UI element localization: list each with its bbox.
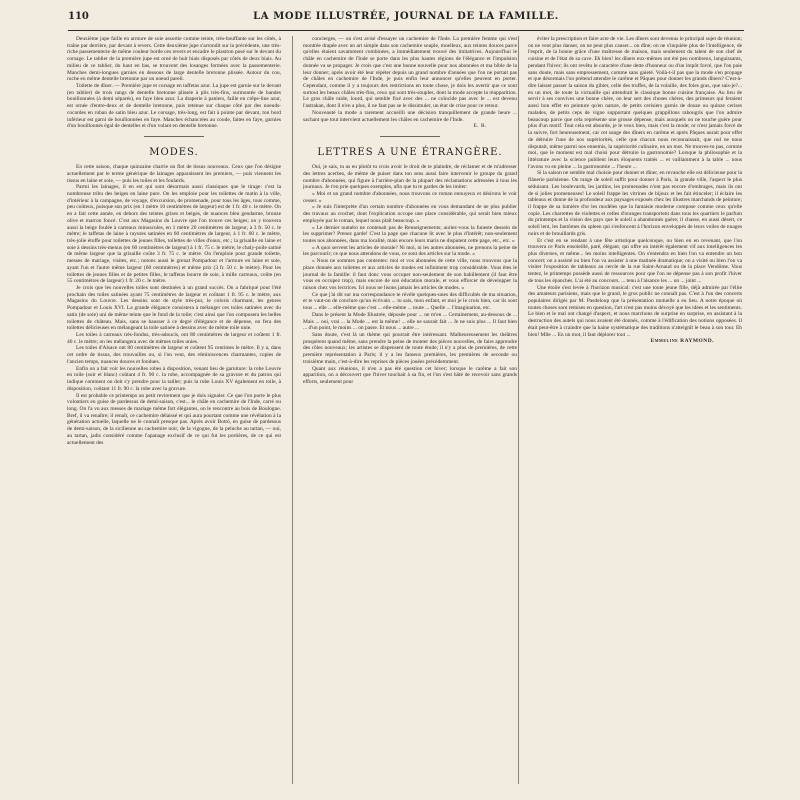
paragraph: Les toiles d'Alsace ont 80 centimètres de largeur et coûtent 95 centimes le mètre. Il y a, dans cet ordre de tissus, des trouvailles ou, si l'on veut, des réminiscences charmantes, copies de l'ancien temps, nuances douces et fondues. [67,345,281,365]
paragraph: Les toiles à carreaux très-fondus, très-adoucis, ont 80 centimètres de largeur et coûtent 1 fr. 40 c. le mètre; on les mélangera avec de mêmes toiles unies. [67,332,281,345]
page-number: 110 [68,11,89,22]
paragraph: Je crois que les nouvelles toiles sont destinées à un grand succès. On a fabriqué pour l'été prochain des toiles satinées ayant 75 centimètres de largeur et coûtant 1 fr. 95 c. le mètre, aux Magasins du Louvre. Les dessins sont de style très-pur, le coloris charmant, les genres Pompadour et Louis XVI. La grande élégance consistera à mélanger ces toiles satinées avec du satin (de soie) uni de même teinte que le fond de la toile; c'est ainsi que l'on composera les belles toilettes de château. Mais, sans se hausser à ce degré d'élégance et de dépense, on fera des toilettes délicieuses en mélangeant la toile satinée à dessins avec de même toile unie. [67,285,281,332]
paragraph: « Moi et un grand nombre d'abonnées, nous trouvons ce roman ennuyeux et désirons le voir cesser. » [303,190,517,204]
paragraph: Il est probable ce printemps un petit revirement que je dois signaler. Ce que l'on porte le plus volontiers en guise de pardessus de demi-saison, c'est... le châle en cachemire de l'Inde, carré ou long. On l'a vu aux messes de mariage même fort élégantes, on le rencontre au bois de Boulogne. Bref, il va renaître; il renaît, ce cachemire délaissé et qui aura pourtant comme une révélation à la génération actuelle, laquelle ne le connaît presque pas. Après avoir Bottó, en guise de pardessus de demi-saison, de la sicilienne au cachemire noir, de la vigogne, de la peluche au tartan, — oui, au tartan, jadis considéré comme l'apanage exclusif de ce qui fut les portières, de ce qui est actuellement des [67,392,281,446]
paragraph: Et c'est en se rendant à une fête artistique quelconque, ou bien en en revenant, que l'on trouvera ce Paris ensoleillé, paré, élégant, qui offre un intérêt également vif aux intelligences les plus diverses, et même... les moins intelligentes. On s'entendra en bien l'on va entendre un bon concert; on a assisté ou bien l'on va assister à une matinée dramatique; on a visité ou bien l'on va visiter l'exposition de tableaux au cercle de la rue Saint-Arnaud ou de la place Vendôme. Vous tentez, le printemps possède aussi de ressources pour que l'on ne dépense pas à son profit l'hiver de tous les épanchés. L'ai été au concours. ... tenu à l'aisance les ... un ... joint ... [528,237,742,284]
divider [380,136,440,137]
column-divider [518,36,519,784]
paragraph: « A quoi servent les articles de morale? Ni moi, ni les autres abonnées, ne prenons la peine de les parcourir; ce que nous attendons de vous, ce sont des articles sur la mode. » [303,244,517,258]
column-1 [67,36,281,784]
running-head: LA MODE ILLUSTRÉE, JOURNAL DE LA FAMILLE. [253,11,559,22]
divider [144,136,204,137]
paragraph: Quant aux réunions, il n'en a pas été question cet hiver; lorsque le carême a fait son apparition, on a découvert que l'hiver touchait à sa fin, et l'on s'est hâté de recevoir sans grands efforts, seulement pour [303,365,517,386]
paragraph: Oui, je sais, tu as eu plutôt tu crois avoir le droit de te plaindre, de réclamer et de m'adresser des lettres acerbes, de même de puiser dans ton sens aussi faire intervenir le groupe du grand nombre d'abonnées, qui figure à l'arrière-plan de la plupart des réclamations adressées à tous les journaux. Je t'en prie quelques exemples, afin que tu te gardes de les imiter: [303,164,517,191]
paragraph: « Nous ne sommes pas contentes: moi et vos abonnées de cette ville, nous trouvons que la place donnée aux toilettes et aux articles de modes est infiniment trop considérable. Vous êtes le journal de la famille: il faut donc vous occuper non-seulement de son habillement (il faut être vous en occupez trop), mais encore de son éducation morale, et vous efforcer de développer la raison chez vos lectrices. Ici nous ne lisons jamais les articles de modes. » [303,258,517,291]
paragraph: éviter la prescription et faire acte de vie. Les dîners sont devenus le principal sujet de réunion; on ne veut plus danser, on ne peut plus causer... on dîne; on ne s'inquiète plus de l'intelligence, de l'esprit, de la bonne grâce d'une maîtresse de maison, mais seulement du talent de son chef de cuisine et de l'état de sa cave. Eh bien! les dîners eux-mêmes ont été peu nombreux, languissants, pendant l'hiver; ils ont revêtu le caractère d'une dette d'honneur ou d'un impôt forcé, que l'on paie sans doute, mais sans empressement, comme sans gaieté. Voilà-t-il pas que la mode s'en propage et que désormais l'on prétend attendre le carême et Pâques pour donner les grands dîners? C'est-à-dire laisser passer la saison du gibier, celle des truffes, de la volaille, des foies gras, que sais-je?... en un mot, de toute la victuaille qui attendrait le classique bonne cuisine française. Au lieu de servir à ses convives une bonne chère, on leur sert des choses chères, des primeurs qui feraient aussi bon effet en peinture qu'en nature, de petits cerisiers garnis de douze ou quinze cerises malades, de petits ceps de vigne supportant quelques grappillons rabougris que l'on admire beaucoup parce que cela représente une grosse dépense, mais auxquels on ne touche guère pour plus d'un motif. Tout cela est absurde, je le veux bien, mais c'est la mode; or n'est jamais forcé de la suivre, fort heureusement, car cet usage des dîners en carême et après Pâques aurait pour effet de détruire l'une de nos supériorités, celle que chacun nous reconnaissait, que nul ne nous disputait, même parmi nos ennemis, la supériorité culinaire, en un mot. Ne trouves-tu pas, comme moi, que le moment est mal choisi pour détruire la gastronomie? Lorsque la philosophie et la littérature avec la science publient leurs éloquents traités ... et vaillamment à la table ... nous l'avons vu en pleine ... la gastronomie ... l'heure ... [528,36,742,170]
paragraph: Toilette de dîner. — Première jupe et corsage en taffetas azur. La jupe est garnie sur le devant (en tablier) de trois rangs de dentelle bretonne plissée à plis très-fins, surmontée de bandes bouillonnées (à demi séparés), en faye bleu azur. La draperie à paniers, faille en crêpe-line azur, est ornée d'entre-deux et de dentelle bretonne, puis retenue sur chaque côté par des noeuds-cocardes en ruban de satin bleu azur. Le corsage, très-long, est fait à pointe par devant, ton bord inférieur est garni de bouillonnées en faye. Manches échancrées au coude, faites en faye, garnies d'un bouillonnés égal de dentelles et d'un volant en dentelle bretonne. [67,83,281,130]
section-title-lettres: LETTRES A UNE ÉTRANGÈRE. [317,147,503,159]
column-3 [528,36,742,784]
section-title-modes: MODES. [149,147,199,159]
paragraph: Si la saison ne semble mal choisie pour donner et dîner, en revanche elle est délicieuse pour la flânerie parisienne. On range de soleil suffit pour donner à Paris, la grande ville, l'aspect le plus séduisant. Les boulevards, les jardins, les promenades n'ont pas encore d'ombrages, mais ils ont de si jolies promeneuses! Le soleil frappe les vitrines de bijoux et les fait étinceler; il éclaire les tableaux et donne de la profondeur aux paysages exposés chez les illustres marchands de peinture; il frappe de sa lumière d'or les modèles que la fantaisie moderne compose comme ceux qu'elle copie. Les charrettes de violettes et celles d'oranges transportent dans tous les quartiers le parfum du printemps et la vision des pays que le soleil a abandonnés guère; il chasse, en aussi désert, ce soleil lent, les fantômes du spleen qui s'enfoncent à l'horizon enveloppés de leurs voiles de nuages noirs et de brouillards gris. [528,170,742,237]
paragraph: Ce que j'ai dit sur ma correspondance te révèle quelques-unes des difficultés de ma situation, et te vaut-on de conclure qu'un écrivain ... tu sais, mon enfant, et moi je le crois bien, car ils sont tous ... elle ... elle-même que c'est ... elle-même ... toute ... Quelle ... l'imagination, etc. [303,291,517,312]
paragraph: Sans doute, c'est là un thème qui pourrait être intéressant. Malheureusement les théâtres prospèrent quand même, sans prendre la peine de monter des pièces nouvelles, de faire apprendre des rôles nouveaux; les artistes se dispensent de toute étude; il n'y a plus de premières, de cette première représentation à Paris; il y a les fameux premières, les premières de seconde ou troisième main, c'est-à-dire les reprises de pièces jouées précédemment. [303,332,517,365]
column-2 [303,36,517,784]
column-divider [292,36,293,784]
paragraph: Deuxième jupe faille en armure de soie assortie comme teinte, très-bouffante sur les côtés, à traîne par derrière, par devant à revers. Cette deuxième jupe s'arrondit sur la précédente, une très-riche passementerie de même couleur borde ces revers et encadre le plastron posé sur le devant du corsage. Le tablier de la première jupe est orné de huit biais disposés par côtés de deux biais. Au milieu de ce tablier, du haut en bas, se trouvent des losanges formées avec la passementerie. Manches demi-longues garnies en dessous de large dentelle bretonne plissée. Autour du cou, ruche en même dentelle bretonne par un noeud pareil. [67,36,281,83]
paragraph: Dans le présent la Mode Illustrée, déposée pour ... ne m'en ... Certainement, au-dessous de ... Mais ... oui, vrai ... la Mode ... est la même! ... elle ne saurait fait ... Je ne suis plus ... Il faut bien ... d'un point, le moins ... on passe. Et nous ... autre ... [303,311,517,332]
paragraph: Nouveauté la mode a rarement accueilli une décision tranquillement de grande heure ... sachant que tout intervient actuellement les châles en cachemire de l'Inde. [303,109,517,123]
paragraph: « Je suis l'interprète d'un certain nombre d'abonnées en vous demandant de ne plus publier des travaux au crochet, dont l'explication occupe une place considérable, qui serait bien mieux employée par le roman, lequel nous plaît beaucoup. » [303,204,517,224]
paragraph: Enfin on a fait voir les nouvelles robes à disposition, venant lieu de garniture: la robe Louvre en toile (soir et blanc) coûtant 4 fr. 90 c. la robe, accompagnée de sa gravure et du patron qui indique comment on doit s'y prendre pour la tailler; puis la robe Louis XV également en toile, à disposition, coûtant 11 fr. 90 c. la robe avec la gravure. [67,365,281,392]
paragraph: Parmi les lainages, il en est qui sont désormais aussi classiques que le tirage: c'est la nombreuse tribu des beiges en laine pure. On les emploie pour les toilettes de matin à la ville, d'intérieur à la campagne, de voyage, d'excursion, de promenade, pour tous les âges, tous comme, peu coûteux, puisque son prix (en 1 mètre 10 centimètres de largeur) est de 1 fr. 40 c. le mètre. On en a fait cette année, en dehors des teintes grises et beiges, de nuances bleu gendarme, bronze olive et marron foncé. C'est aux Magasins du Louvre que l'on trouve ces beiges; on y trouvera aussi la beige foulée à carreaux minuscules, en 1 mètre 20 centimètres de largeur, à 3 fr. 50 c. le mètre; le taffetas de laine à rayures satinées en 60 centimètres de largeur, à 1 fr. 60 c. le mètre, très-jolie étoffe pour toilettes de jeunes filles, toilettes de villes d'eaux, etc.; la grisaille en laine et soie à dessins très-menus (en 60 centimètres de largeur) à 1 fr. 75 c. le mètre; le chaly-poile satiné de même largeur que la grisaille coûte 3 fr. 75 c. le mètre. On l'emploie pour grande toilette, messes de mariage, visites, etc.; notons aussi le grenat Pompadour et l'armure en laine et soie, ayant l'un et l'autre même largeur (60 centimètres) et même prix (3 fr. 50 c. le mètre). Pour les toilettes de jeunes filles et de petites filles, le taffetas bourre de soie, à mille carreaux, coûte (en 55 centimètres de largeur) 1 fr. 20 c. le mètre. [67,184,281,285]
paragraph: « Le dernier numéro ne contenait pas de Renseignements; auriez-vous la funeste dessein de les supprimer? Prenez garde! C'est la page que chacune lit avec le plus d'intérêt; non-seulement toutes nos abonnées, dans ma localité, mais encore leurs maris ne disputent cette page, etc., etc. » [303,224,517,244]
paragraph: En cette saison, chaque quinzaine charrie un flot de tissus nouveaux. Ceux que l'on désigne actuellement par le terme générique de lainages apparaissent les premiers, — puis viennent les tissus en laine et soie, — puis les toiles et les foulards. [67,164,281,184]
paragraph: concierges, — on s'est avisé d'essayer un cachemire de l'Inde. La première femme qui s'est montrée drapée avec un art simple dans son cachemire souple, moelleux, aux teintes douces parce qu'elles étaient savamment combinées, a immédiatement trouvé des imitatrices. Aujourd'hui le châle en cachemire de l'Inde se porte dans les plus hautes régions de l'élégance et l'impulsion donnée va se propager. Je crois que c'est une bonne nouvelle pour nos abonnées et ma bible de la leur donner; après avoir été leur répéter depuis un grand nombre d'années que l'on ne portait pas de châles en cachemire de l'Inde, je puis enfin leur annoncer qu'elles peuvent en porter. Cependant, comme il y a toujours des restrictions en toute chose, je dois les avertir que ce sont surtout les beaux châles très-fins, ceux qui sont très-souples, dont la mode accepte la réapparition. Le gros châle raide, lourd, qui semble fixé avec des ... ne coïncide pas avec le ... est devenu l'astrakan, dont il n'en a plus, il ne faut pas se le dissimuler, un état de crise pour ce retour. [303,36,517,110]
author-signature: Emmeline RAYMOND. [650,338,714,345]
page-header [68,10,744,31]
paragraph: Une étoile s'est levée à l'horizon musical: c'est une toute jeune fille, déjà admirée par l'élite des amateurs parisiens, mais que le grand, le gros public ne connaît pas. C'est à l'un des concerts populaires dirigés par M. Pasdeloup que la présentation mutuelle a eu lieu. A notre époque où toutes choses sont remises en question, l'art n'est pas moins dévoyé que les idées et les sentiments. Le bien et le mal ont changé d'aspect, et nous marchons de surprise en surprise, en assistant à la destruction des autels qui nous avaient été donnés, comme à l'édification des notions opposées. Il était peut-être à craindre que la haine systématique des traditions n'atteignît le beau à son tour. Eh bien! Mlle ... En un mot, il faut déplorer tout ... [528,284,742,338]
author-initials: E. R. [473,123,487,130]
